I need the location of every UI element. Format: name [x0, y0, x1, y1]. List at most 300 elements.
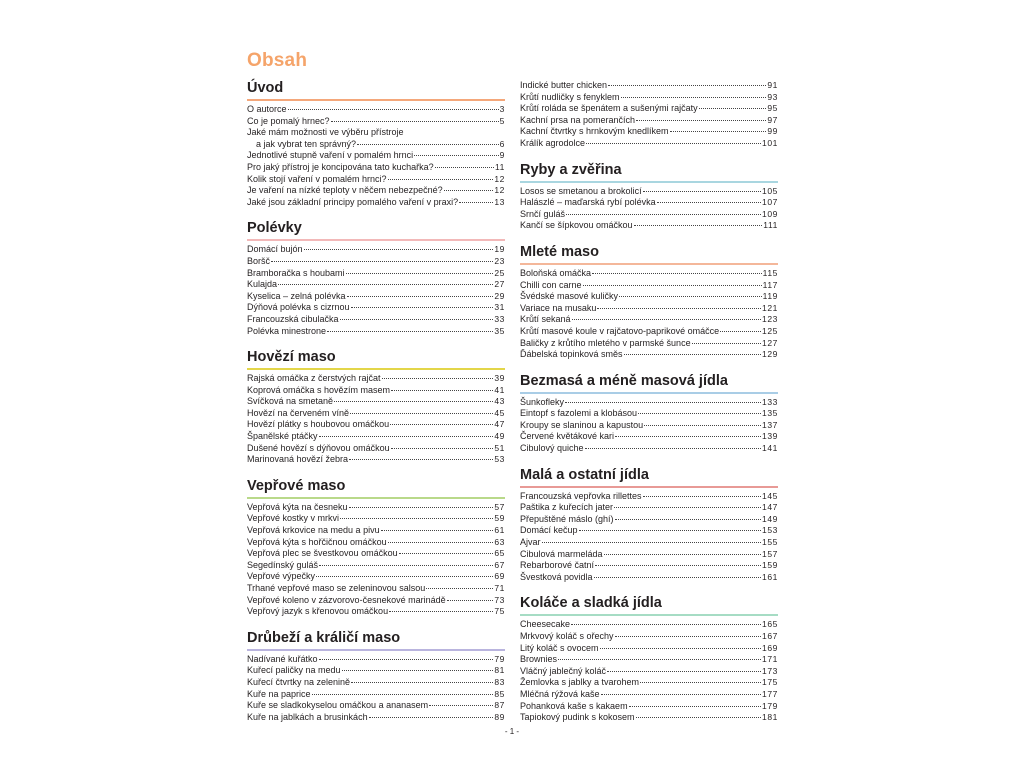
section-heading: Koláče a sladká jídla — [520, 595, 778, 616]
dot-leader — [351, 307, 494, 308]
entry-page-number: 81 — [494, 665, 505, 676]
entry-page-number: 121 — [762, 302, 778, 313]
toc-entry[interactable] — [247, 396, 505, 408]
toc-entry[interactable] — [520, 209, 778, 221]
toc-entry[interactable] — [520, 701, 778, 713]
dot-leader — [444, 190, 494, 191]
section-heading: Mleté maso — [520, 244, 778, 265]
toc-section — [520, 80, 778, 150]
toc-entry[interactable] — [520, 126, 778, 138]
toc-entry[interactable] — [247, 373, 505, 385]
toc-entry[interactable] — [247, 502, 505, 514]
entry-page-number: 63 — [494, 536, 505, 547]
entry-title: Mrkvový koláč s ořechy — [520, 631, 614, 641]
entry-page-number: 45 — [494, 407, 505, 418]
dot-leader — [579, 530, 761, 531]
dot-leader — [615, 636, 761, 637]
toc-entry[interactable] — [520, 491, 778, 503]
entry-title: Jaké mám možnosti ve výběru přístroje — [247, 127, 404, 138]
entry-page-number: 11 — [494, 161, 505, 172]
dot-leader — [583, 285, 762, 286]
entry-title: Kuřecí čtvrtky na zelenině — [247, 676, 351, 687]
entry-page-number: 61 — [494, 525, 505, 536]
entry-page-number: 115 — [762, 267, 778, 278]
toc-entry[interactable] — [247, 443, 505, 455]
toc-entry[interactable] — [520, 349, 778, 361]
dot-leader — [340, 518, 493, 519]
entry-page-number: 33 — [494, 313, 505, 324]
entry-title: Polévka minestrone — [247, 325, 327, 336]
entry-title: Paštika z kuřecích jater — [520, 502, 614, 513]
dot-leader — [288, 109, 499, 110]
dot-leader — [319, 565, 493, 566]
dot-leader — [327, 331, 493, 332]
toc-entry[interactable] — [520, 408, 778, 420]
entry-title: Krůtí nudličky s fenyklem — [520, 91, 620, 102]
toc-entry[interactable] — [247, 116, 505, 128]
entry-page-number: 101 — [762, 137, 778, 148]
entry-page-number: 175 — [762, 677, 778, 688]
dot-leader — [634, 225, 763, 226]
toc-entry[interactable] — [520, 268, 778, 280]
toc-entry[interactable] — [247, 385, 505, 397]
section-heading: Úvod — [247, 80, 505, 101]
entry-title: Francouzská vepřovka rillettes — [520, 490, 642, 501]
toc-entry[interactable] — [247, 302, 505, 314]
dot-leader — [542, 542, 762, 543]
entry-title: Vepřové koleno v zázvorovo-česnekové marinádě — [247, 594, 446, 605]
dot-leader — [426, 588, 493, 589]
dot-leader — [636, 717, 761, 718]
entry-page-number: 177 — [762, 688, 778, 699]
dot-leader — [571, 624, 761, 625]
entry-page-number: 155 — [762, 537, 778, 548]
dot-leader — [331, 121, 499, 122]
entry-title: Vepřová kýta s hořčičnou omáčkou — [247, 536, 387, 547]
toc-section — [247, 630, 505, 724]
entry-page-number: 31 — [494, 302, 505, 313]
dot-leader — [414, 155, 499, 156]
entry-page-number: 109 — [762, 208, 778, 219]
dot-leader — [670, 131, 767, 132]
entry-page-number: 12 — [494, 185, 505, 196]
entry-page-number: 67 — [494, 559, 505, 570]
entry-page-number: 107 — [762, 197, 778, 208]
toc-entry[interactable] — [247, 256, 505, 268]
toc-entry[interactable] — [247, 537, 505, 549]
toc-entry[interactable] — [247, 431, 505, 443]
toc-entry[interactable] — [520, 666, 778, 678]
toc-section — [247, 80, 505, 208]
dot-leader — [459, 202, 493, 203]
toc-entry[interactable] — [520, 420, 778, 432]
entry-title: Marinovaná hovězí žebra — [247, 454, 349, 465]
entry-title: Červené květákové kari — [520, 431, 615, 442]
document-title: Obsah — [247, 50, 308, 71]
dot-leader — [644, 425, 761, 426]
toc-entry[interactable] — [520, 115, 778, 127]
entry-page-number: 181 — [762, 712, 778, 723]
entry-page-number: 83 — [494, 676, 505, 687]
entry-title: Kančí se šípkovou omáčkou — [520, 220, 633, 231]
entry-page-number: 173 — [762, 665, 778, 676]
dot-leader — [319, 659, 494, 660]
dot-leader — [608, 85, 766, 86]
entry-title: Vláčný jablečný koláč — [520, 665, 607, 676]
dot-leader — [624, 354, 761, 355]
entry-title: Králík agrodolce — [520, 137, 586, 148]
dot-leader — [565, 402, 761, 403]
entry-page-number: 89 — [494, 711, 505, 722]
toc-entry[interactable] — [247, 139, 505, 151]
dot-leader — [429, 705, 493, 706]
entry-title: Boloňská omáčka — [520, 267, 592, 278]
dot-leader — [640, 682, 761, 683]
dot-leader — [643, 496, 761, 497]
toc-entry[interactable] — [247, 712, 505, 724]
entry-title: Cibulový quiche — [520, 443, 584, 454]
entry-page-number: 29 — [494, 290, 505, 301]
toc-right-column — [520, 80, 778, 724]
section-heading: Polévky — [247, 220, 505, 241]
entry-page-number: 149 — [762, 513, 778, 524]
entry-title: Krůtí roláda se špenátem a sušenými rajčaty — [520, 103, 698, 114]
entry-title: O autorce — [247, 104, 287, 114]
dot-leader — [720, 331, 761, 332]
entry-page-number: 165 — [762, 619, 778, 630]
toc-left-column — [247, 80, 505, 723]
entry-page-number: 119 — [762, 291, 778, 302]
toc-entry[interactable] — [520, 326, 778, 338]
toc-entry[interactable] — [247, 513, 505, 525]
entry-title: Dýňová polévka s cizrnou — [247, 302, 350, 313]
dot-leader — [435, 167, 494, 168]
dot-leader — [601, 694, 761, 695]
toc-entry[interactable] — [247, 571, 505, 583]
toc-entry[interactable] — [247, 326, 505, 338]
entry-page-number: 139 — [762, 431, 778, 442]
entry-page-number: 75 — [494, 606, 505, 617]
entry-title: Bramboračka s houbami — [247, 267, 345, 278]
entry-page-number: 95 — [767, 103, 778, 114]
entry-title: Halászlé – maďarská rybí polévka — [520, 197, 656, 208]
entry-page-number: 97 — [767, 114, 778, 125]
dot-leader — [621, 97, 767, 98]
entry-title: Přepuštěné máslo (ghí) — [520, 513, 614, 524]
dot-leader — [349, 459, 493, 460]
entry-title: Srnčí guláš — [520, 208, 566, 219]
entry-title: Kachní čtvrtky s hrnkovým knedlíkem — [520, 126, 669, 137]
toc-entry[interactable] — [247, 689, 505, 701]
entry-page-number: 169 — [762, 642, 778, 653]
toc-entry[interactable] — [520, 689, 778, 701]
dot-leader — [382, 378, 494, 379]
toc-entry[interactable] — [520, 514, 778, 526]
entry-page-number: 59 — [494, 513, 505, 524]
toc-section — [520, 467, 778, 584]
toc-entry[interactable] — [520, 303, 778, 315]
toc-entry[interactable] — [520, 643, 778, 655]
entry-title: Brownies — [520, 654, 558, 665]
toc-section — [520, 595, 778, 723]
entry-title: Segedínský guláš — [247, 559, 319, 570]
dot-leader — [447, 600, 494, 601]
dot-leader — [391, 448, 494, 449]
toc-entry[interactable] — [520, 502, 778, 514]
entry-title: Vepřové výpečky — [247, 571, 316, 582]
toc-entry[interactable] — [520, 186, 778, 198]
toc-entry[interactable] — [247, 665, 505, 677]
toc-entry[interactable] — [520, 537, 778, 549]
entry-title: Cheesecake — [520, 619, 571, 630]
entry-title: Kyselica – zelná polévka — [247, 290, 346, 301]
entry-page-number: 23 — [494, 255, 505, 266]
section-heading: Bezmasá a méně masová jídla — [520, 373, 778, 394]
entry-title: Kuře na jablkách a brusinkách — [247, 711, 368, 722]
toc-entry[interactable] — [520, 220, 778, 232]
toc-entry[interactable] — [520, 103, 778, 115]
entry-title: Vepřové kostky v mrkvi — [247, 513, 340, 524]
toc-entry[interactable] — [247, 454, 505, 466]
toc-entry[interactable] — [247, 560, 505, 572]
entry-title: Indické butter chicken — [520, 80, 608, 90]
toc-entry[interactable] — [247, 583, 505, 595]
toc-entry[interactable] — [520, 431, 778, 443]
toc-entry[interactable] — [247, 291, 505, 303]
dot-leader — [558, 659, 761, 660]
entry-title: Krůtí masové koule v rajčatovo-paprikové omáčce — [520, 325, 720, 336]
toc-entry[interactable] — [247, 268, 505, 280]
entry-title: Švédské masové kuličky — [520, 291, 619, 302]
toc-entry[interactable] — [247, 104, 505, 116]
entry-title: Vepřová kýta na česneku — [247, 501, 348, 512]
entry-title: Francouzská cibulačka — [247, 313, 339, 324]
section-heading: Drůbeží a králičí maso — [247, 630, 505, 651]
toc-entry[interactable] — [520, 560, 778, 572]
entry-page-number: 117 — [762, 279, 778, 290]
entry-page-number: 125 — [762, 325, 778, 336]
toc-entry[interactable] — [247, 185, 505, 197]
toc-entry[interactable] — [520, 291, 778, 303]
dot-leader — [349, 507, 494, 508]
dot-leader — [657, 202, 761, 203]
toc-entry[interactable] — [520, 525, 778, 537]
dot-leader — [278, 284, 493, 285]
dot-leader — [340, 319, 494, 320]
entry-page-number: 129 — [762, 349, 778, 360]
dot-leader — [615, 519, 761, 520]
entry-title: Švestková povidla — [520, 571, 593, 582]
entry-title: Kulajda — [247, 279, 278, 290]
toc-entry[interactable] — [520, 619, 778, 631]
entry-title: Baličky z krůtího mletého v parmské šunce — [520, 337, 691, 348]
entry-title: Cibulová marmeláda — [520, 548, 603, 559]
entry-page-number: 167 — [762, 631, 778, 641]
toc-entry[interactable] — [520, 338, 778, 350]
entry-page-number: 99 — [767, 126, 778, 137]
entry-page-number: 13 — [494, 196, 505, 207]
dot-leader — [594, 577, 761, 578]
entry-title: Rajská omáčka z čerstvých rajčat — [247, 373, 381, 384]
entry-page-number: 91 — [767, 80, 778, 90]
toc-entry[interactable] — [520, 631, 778, 643]
entry-page-number: 133 — [762, 396, 778, 407]
toc-entry[interactable] — [247, 654, 505, 666]
entry-page-number: 65 — [494, 548, 505, 559]
dot-leader — [643, 191, 761, 192]
toc-entry[interactable] — [247, 197, 505, 209]
entry-page-number: 49 — [494, 431, 505, 442]
entry-page-number: 43 — [494, 396, 505, 407]
toc-entry[interactable] — [520, 197, 778, 209]
dot-leader — [369, 717, 494, 718]
dot-leader — [692, 343, 761, 344]
toc-section — [247, 478, 505, 618]
dot-leader — [619, 296, 762, 297]
entry-title: Co je pomalý hrnec? — [247, 115, 330, 126]
dot-leader — [699, 108, 767, 109]
entry-title: Dušené hovězí s dýňovou omáčkou — [247, 442, 390, 453]
entry-page-number: 57 — [494, 501, 505, 512]
entry-page-number: 53 — [494, 454, 505, 465]
entry-title: Vepřová plec se švestkovou omáčkou — [247, 548, 398, 559]
toc-entry[interactable] — [247, 279, 505, 291]
dot-leader — [629, 706, 761, 707]
entry-page-number: 87 — [494, 700, 505, 711]
toc-entry[interactable] — [247, 525, 505, 537]
toc-section — [247, 349, 505, 466]
dot-leader — [399, 553, 494, 554]
toc-entry[interactable] — [520, 397, 778, 409]
entry-page-number: 171 — [762, 654, 778, 665]
entry-page-number: 47 — [494, 419, 505, 430]
toc-entry[interactable] — [247, 595, 505, 607]
toc-entry[interactable] — [520, 138, 778, 150]
section-heading: Hovězí maso — [247, 349, 505, 370]
entry-page-number: 79 — [494, 653, 505, 664]
toc-entry[interactable] — [247, 174, 505, 186]
toc-entry[interactable] — [247, 677, 505, 689]
entry-title: Hovězí na červeném víně — [247, 407, 350, 418]
toc-entry[interactable] — [520, 572, 778, 584]
toc-entry[interactable] — [247, 548, 505, 560]
entry-page-number: 85 — [494, 688, 505, 699]
toc-entry[interactable] — [520, 443, 778, 455]
toc-section — [520, 244, 778, 361]
entry-page-number: 93 — [767, 91, 778, 102]
entry-page-number: 51 — [494, 442, 505, 453]
entry-page-number: 41 — [494, 384, 505, 395]
entry-title: Vepřová krkovice na medu a pivu — [247, 525, 380, 536]
entry-page-number: 3 — [499, 104, 505, 114]
entry-title: Mléčná rýžová kaše — [520, 688, 600, 699]
entry-page-number: 12 — [494, 173, 505, 184]
dot-leader — [319, 436, 494, 437]
toc-section — [520, 162, 778, 232]
entry-title: Boršč — [247, 255, 271, 266]
entry-title: Kachní prsa na pomerančích — [520, 114, 636, 125]
entry-page-number: 6 — [499, 138, 505, 149]
dot-leader — [607, 671, 761, 672]
dot-leader — [614, 507, 761, 508]
entry-page-number: 69 — [494, 571, 505, 582]
toc-entry[interactable] — [520, 549, 778, 561]
entry-page-number: 9 — [499, 150, 505, 161]
toc-entry[interactable] — [247, 606, 505, 618]
toc-entry[interactable] — [247, 244, 505, 256]
toc-entry[interactable] — [247, 314, 505, 326]
entry-page-number: 161 — [762, 571, 778, 582]
toc-entry[interactable] — [247, 150, 505, 162]
entry-page-number: 137 — [762, 419, 778, 430]
dot-leader — [595, 565, 761, 566]
entry-title: Ďábelská topinková směs — [520, 349, 623, 360]
section-heading: Ryby a zvěřina — [520, 162, 778, 183]
toc-entry[interactable] — [520, 677, 778, 689]
entry-page-number: 111 — [763, 220, 778, 231]
entry-page-number: 179 — [762, 700, 778, 711]
dot-leader — [271, 261, 493, 262]
entry-title: Španělské ptáčky — [247, 431, 318, 442]
dot-leader — [357, 144, 499, 145]
toc-entry[interactable] — [520, 712, 778, 724]
entry-page-number: 73 — [494, 594, 505, 605]
entry-title: Eintopf s fazolemi a klobásou — [520, 408, 638, 419]
dot-leader — [334, 401, 493, 402]
entry-page-number: 39 — [494, 373, 505, 384]
dot-leader — [389, 611, 493, 612]
entry-title: Šunkofleky — [520, 396, 565, 407]
entry-page-number: 25 — [494, 267, 505, 278]
dot-leader — [597, 308, 761, 309]
toc-section — [247, 220, 505, 337]
toc-entry[interactable] — [247, 127, 505, 139]
toc-entry[interactable] — [520, 654, 778, 666]
toc-entry[interactable] — [520, 314, 778, 326]
dot-leader — [586, 143, 761, 144]
dot-leader — [636, 120, 766, 121]
entry-title: Rebarborové čatní — [520, 560, 595, 571]
toc-entry[interactable] — [247, 419, 505, 431]
entry-page-number: 105 — [762, 185, 778, 196]
dot-leader — [346, 273, 494, 274]
dot-leader — [381, 530, 494, 531]
toc-entry[interactable] — [247, 700, 505, 712]
entry-title: Kuřecí paličky na medu — [247, 665, 341, 676]
entry-page-number: 135 — [762, 408, 778, 419]
dot-leader — [316, 576, 493, 577]
dot-leader — [391, 390, 493, 391]
entry-title: Hovězí plátky s houbovou omáčkou — [247, 419, 390, 430]
toc-entry[interactable] — [247, 408, 505, 420]
entry-title: Jednotlivé stupně vaření v pomalém hrnci — [247, 150, 414, 161]
toc-entry[interactable] — [247, 162, 505, 174]
entry-page-number: 19 — [494, 244, 505, 255]
entry-page-number: 123 — [762, 314, 778, 325]
toc-entry[interactable] — [520, 280, 778, 292]
entry-title: Jaké jsou základní principy pomalého vaření v praxi? — [247, 196, 459, 207]
section-heading: Vepřové maso — [247, 478, 505, 499]
toc-entry[interactable] — [520, 80, 778, 92]
entry-title: Nadívané kuřátko — [247, 653, 318, 664]
entry-title: Domácí kečup — [520, 525, 578, 536]
entry-page-number: 145 — [762, 490, 778, 501]
dot-leader — [638, 413, 761, 414]
dot-leader — [615, 436, 761, 437]
entry-title: Kroupy se slaninou a kapustou — [520, 419, 644, 430]
page-number: - 1 - — [504, 727, 520, 736]
toc-entry[interactable] — [520, 92, 778, 104]
